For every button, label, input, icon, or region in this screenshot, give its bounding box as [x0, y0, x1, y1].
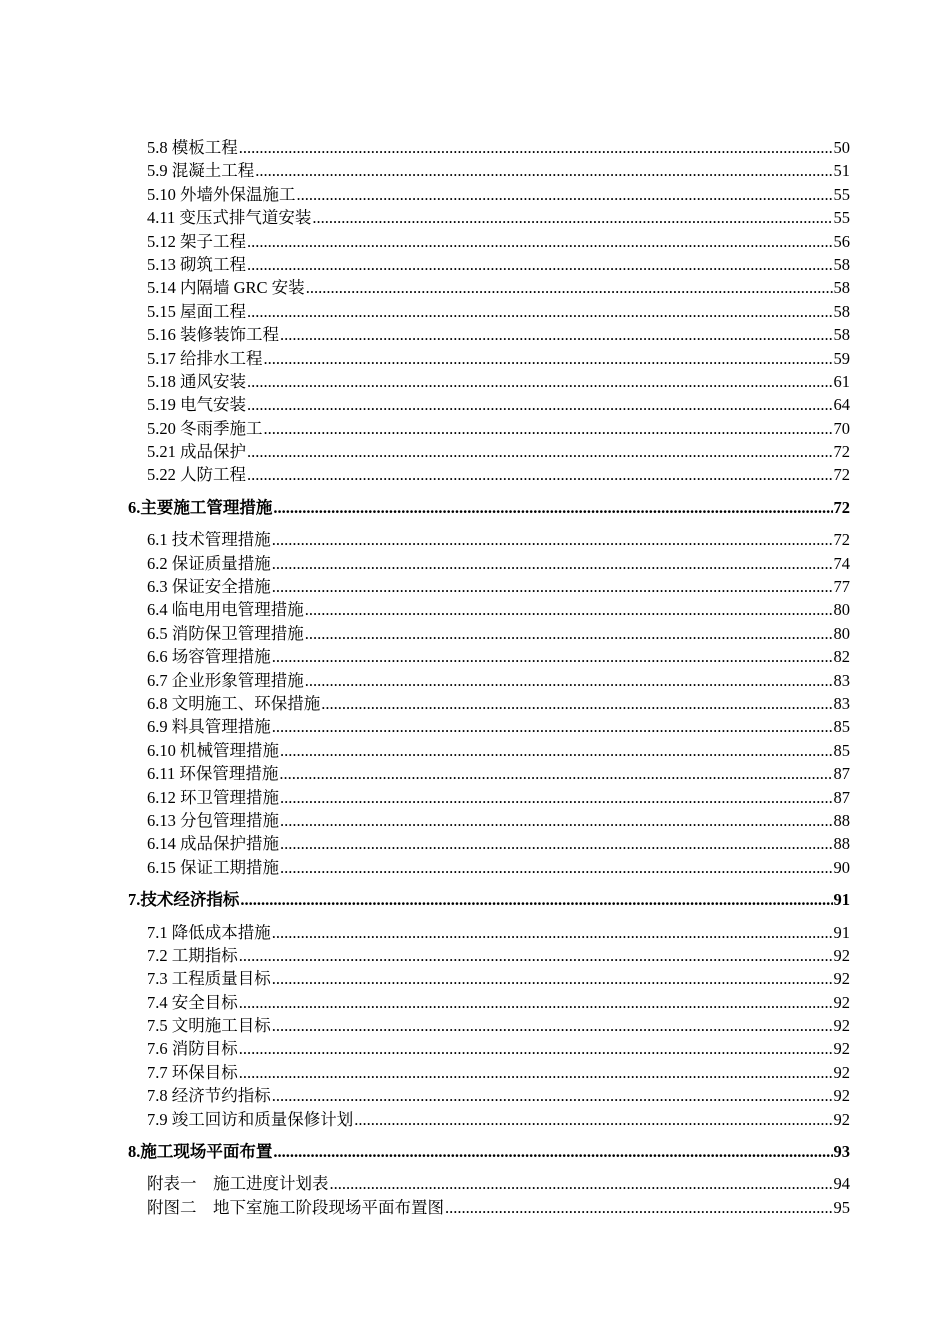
dot-leader	[247, 300, 833, 323]
toc-entry-label: 5.17 给排水工程	[147, 348, 263, 368]
toc-entry-page-number: 91	[833, 890, 850, 910]
toc-entry[interactable]	[0, 463, 950, 486]
toc-entry-label: 6.15 保证工期措施	[147, 857, 279, 877]
dot-leader	[239, 1037, 833, 1060]
toc-entry-label: 6.3 保证安全措施	[147, 577, 271, 597]
toc-entry-page-number: 92	[833, 1109, 850, 1129]
toc-entry-page-number: 83	[833, 693, 850, 713]
toc-entry-label: 7.技术经济指标	[128, 890, 240, 910]
toc-entry[interactable]	[0, 347, 950, 370]
dot-leader	[264, 347, 833, 370]
dot-leader	[272, 1014, 833, 1037]
toc-entry-label: 7.9 竣工回访和质量保修计划	[147, 1109, 354, 1129]
toc-entry[interactable]	[0, 944, 950, 967]
dot-leader	[255, 159, 832, 182]
toc-entry-page-number: 85	[833, 740, 850, 760]
toc-entry[interactable]	[0, 552, 950, 575]
toc-entry[interactable]	[0, 417, 950, 440]
dot-leader	[280, 323, 833, 346]
dot-leader	[306, 276, 833, 299]
toc-entry-page-number: 59	[833, 348, 850, 368]
dot-leader	[272, 528, 833, 551]
toc-entry-page-number: 87	[833, 764, 850, 784]
toc-entry-page-number: 82	[833, 647, 850, 667]
dot-leader	[273, 496, 832, 519]
toc-entry-label: 7.4 安全目标	[147, 992, 238, 1012]
toc-entry[interactable]	[0, 967, 950, 990]
dot-leader	[272, 921, 833, 944]
toc-entry[interactable]	[0, 669, 950, 692]
toc-entry[interactable]	[0, 1172, 950, 1195]
toc-entry-label: 附图二 地下室施工阶段现场平面布置图	[147, 1197, 444, 1217]
toc-entry[interactable]	[0, 832, 950, 855]
toc-entry-page-number: 92	[833, 969, 850, 989]
toc-entry-label: 5.22 人防工程	[147, 465, 246, 485]
toc-entry[interactable]	[0, 393, 950, 416]
dot-leader	[247, 440, 833, 463]
dot-leader	[272, 967, 833, 990]
dot-leader	[239, 136, 833, 159]
toc-entry-page-number: 72	[833, 497, 850, 517]
toc-entry-label: 8.施工现场平面布置	[128, 1142, 273, 1162]
dot-leader	[305, 669, 833, 692]
dot-leader	[239, 1061, 833, 1084]
dot-leader	[272, 575, 833, 598]
dot-leader	[279, 762, 832, 785]
toc-entry-label: 5.20 冬雨季施工	[147, 418, 263, 438]
toc-entry[interactable]	[0, 159, 950, 182]
toc-entry-page-number: 55	[833, 208, 850, 228]
dot-leader	[297, 183, 833, 206]
dot-leader	[280, 739, 833, 762]
toc-entry-label: 5.14 内隔墙 GRC 安装	[147, 278, 305, 298]
toc-entry-page-number: 58	[833, 278, 850, 298]
dot-leader	[239, 944, 833, 967]
dot-leader	[321, 692, 832, 715]
toc-section-heading[interactable]	[0, 1140, 950, 1163]
toc-entry[interactable]	[0, 786, 950, 809]
toc-entry-page-number: 92	[833, 1062, 850, 1082]
toc-entry[interactable]	[0, 715, 950, 738]
toc-entry[interactable]	[0, 575, 950, 598]
toc-entry-label: 5.19 电气安装	[147, 395, 246, 415]
toc-entry-page-number: 92	[833, 1039, 850, 1059]
toc-entry[interactable]	[0, 856, 950, 879]
toc-entry-page-number: 80	[833, 623, 850, 643]
toc-entry-page-number: 56	[833, 231, 850, 251]
dot-leader	[312, 206, 832, 229]
toc-entry-page-number: 92	[833, 945, 850, 965]
toc-entry-label: 6.9 料具管理措施	[147, 717, 271, 737]
dot-leader	[272, 645, 833, 668]
dot-leader	[272, 552, 833, 575]
toc-entry-page-number: 90	[833, 857, 850, 877]
toc-entry-page-number: 93	[833, 1142, 850, 1162]
toc-entry-page-number: 55	[833, 184, 850, 204]
toc-entry-page-number: 70	[833, 418, 850, 438]
toc-entry-page-number: 95	[833, 1197, 850, 1217]
toc-entry-label: 5.16 装修装饰工程	[147, 325, 279, 345]
dot-leader	[330, 1172, 833, 1195]
dot-leader	[280, 832, 833, 855]
toc-entry-page-number: 72	[833, 530, 850, 550]
toc-entry-label: 6.6 场容管理措施	[147, 647, 271, 667]
toc-entry[interactable]	[0, 253, 950, 276]
toc-section-heading[interactable]	[0, 888, 950, 911]
toc-entry-label: 5.8 模板工程	[147, 138, 238, 157]
toc-entry-label: 6.2 保证质量措施	[147, 553, 271, 573]
dot-leader	[305, 598, 833, 621]
toc-entry-page-number: 88	[833, 834, 850, 854]
toc-entry[interactable]	[0, 645, 950, 668]
toc-entry-label: 7.7 环保目标	[147, 1062, 238, 1082]
toc-entry-label: 7.8 经济节约指标	[147, 1086, 271, 1106]
dot-leader	[247, 393, 833, 416]
toc-entry-page-number: 58	[833, 301, 850, 321]
toc-entry-label: 5.13 砌筑工程	[147, 254, 246, 274]
toc-entry[interactable]	[0, 230, 950, 253]
toc-entry-page-number: 50	[833, 138, 850, 157]
dot-leader	[264, 417, 833, 440]
toc-entry[interactable]	[0, 1108, 950, 1131]
toc-entry-page-number: 51	[833, 161, 850, 181]
toc-entry-page-number: 92	[833, 992, 850, 1012]
toc-entry[interactable]	[0, 1061, 950, 1084]
toc-entry-label: 6.5 消防保卫管理措施	[147, 623, 304, 643]
toc-entry-page-number: 74	[833, 553, 850, 573]
toc-entry-page-number: 77	[833, 577, 850, 597]
toc-entry-page-number: 64	[833, 395, 850, 415]
toc-entry[interactable]	[0, 323, 950, 346]
toc-entry-label: 6.7 企业形象管理措施	[147, 670, 304, 690]
dot-leader	[280, 786, 833, 809]
toc-entry[interactable]	[0, 276, 950, 299]
toc-entry-label: 6.主要施工管理措施	[128, 497, 273, 517]
dot-leader	[280, 856, 833, 879]
toc-entry[interactable]	[0, 598, 950, 621]
toc-entry-label: 7.1 降低成本措施	[147, 922, 271, 942]
table-of-contents	[0, 136, 950, 1219]
toc-section-heading[interactable]	[0, 496, 950, 519]
toc-entry-page-number: 58	[833, 325, 850, 345]
toc-entry-page-number: 94	[833, 1174, 850, 1194]
toc-entry[interactable]	[0, 370, 950, 393]
toc-entry[interactable]	[0, 183, 950, 206]
dot-leader	[273, 1140, 832, 1163]
toc-entry-label: 7.6 消防目标	[147, 1039, 238, 1059]
dot-leader	[272, 715, 833, 738]
toc-entry[interactable]	[0, 1037, 950, 1060]
toc-entry[interactable]	[0, 1196, 950, 1219]
toc-entry[interactable]	[0, 991, 950, 1014]
toc-entry[interactable]	[0, 528, 950, 551]
toc-entry[interactable]	[0, 692, 950, 715]
toc-entry-page-number: 58	[833, 254, 850, 274]
toc-entry-page-number: 83	[833, 670, 850, 690]
dot-leader	[280, 809, 833, 832]
toc-entry[interactable]	[0, 1014, 950, 1037]
toc-entry[interactable]	[0, 1084, 950, 1107]
toc-entry-page-number: 88	[833, 810, 850, 830]
toc-entry[interactable]	[0, 739, 950, 762]
toc-entry-label: 5.9 混凝土工程	[147, 161, 255, 181]
toc-entry[interactable]	[0, 921, 950, 944]
toc-entry[interactable]	[0, 206, 950, 229]
toc-entry-label: 6.1 技术管理措施	[147, 530, 271, 550]
toc-entry-page-number: 85	[833, 717, 850, 737]
dot-leader	[240, 888, 832, 911]
toc-entry-label: 4.11 变压式排气道安装	[147, 208, 312, 228]
toc-entry-label: 7.5 文明施工目标	[147, 1016, 271, 1036]
toc-entry-label: 6.12 环卫管理措施	[147, 787, 279, 807]
toc-entry-page-number: 92	[833, 1016, 850, 1036]
dot-leader	[247, 370, 833, 393]
toc-entry-page-number: 72	[833, 442, 850, 462]
dot-leader	[239, 991, 833, 1014]
toc-entry-page-number: 72	[833, 465, 850, 485]
toc-entry-page-number: 92	[833, 1086, 850, 1106]
toc-entry-label: 6.8 文明施工、环保措施	[147, 693, 321, 713]
toc-entry-label: 5.21 成品保护	[147, 442, 246, 462]
toc-entry-label: 6.13 分包管理措施	[147, 810, 279, 830]
toc-entry-label: 7.3 工程质量目标	[147, 969, 271, 989]
dot-leader	[247, 253, 833, 276]
toc-entry-label: 6.14 成品保护措施	[147, 834, 279, 854]
toc-entry-label: 5.15 屋面工程	[147, 301, 246, 321]
dot-leader	[247, 230, 833, 253]
toc-entry-page-number: 80	[833, 600, 850, 620]
dot-leader	[305, 622, 833, 645]
toc-entry-label: 6.4 临电用电管理措施	[147, 600, 304, 620]
dot-leader	[354, 1108, 832, 1131]
toc-entry-label: 6.10 机械管理措施	[147, 740, 279, 760]
toc-entry-label: 7.2 工期指标	[147, 945, 238, 965]
toc-entry[interactable]	[0, 136, 950, 159]
toc-entry-label: 5.12 架子工程	[147, 231, 246, 251]
toc-entry[interactable]	[0, 809, 950, 832]
toc-entry-page-number: 87	[833, 787, 850, 807]
toc-entry[interactable]	[0, 622, 950, 645]
toc-entry[interactable]	[0, 762, 950, 785]
dot-leader	[445, 1196, 833, 1219]
dot-leader	[247, 463, 833, 486]
toc-entry-label: 5.10 外墙外保温施工	[147, 184, 296, 204]
toc-entry-page-number: 91	[833, 922, 850, 942]
toc-entry[interactable]	[0, 440, 950, 463]
toc-entry-label: 6.11 环保管理措施	[147, 764, 279, 784]
toc-entry-label: 5.18 通风安装	[147, 371, 246, 391]
toc-entry-label: 附表一 施工进度计划表	[147, 1174, 329, 1194]
dot-leader	[272, 1084, 833, 1107]
toc-entry[interactable]	[0, 300, 950, 323]
toc-entry-page-number: 61	[833, 371, 850, 391]
